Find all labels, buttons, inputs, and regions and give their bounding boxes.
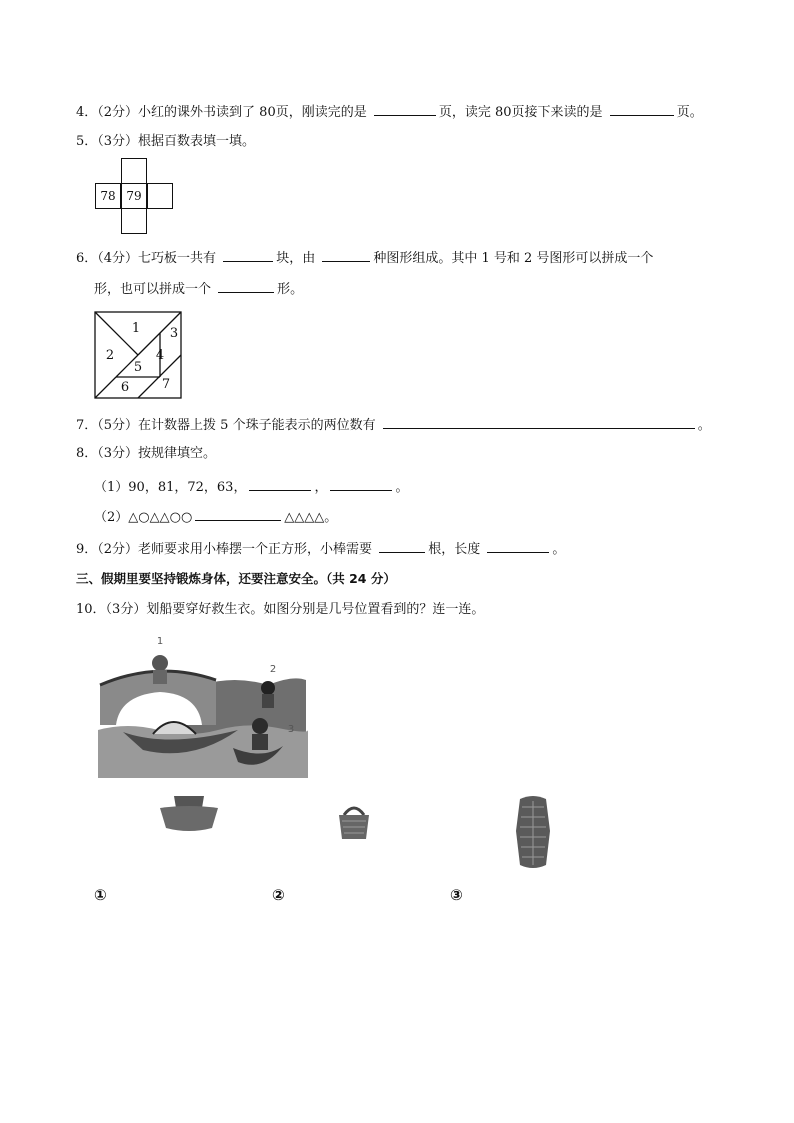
q6-text-b: 块，由 — [276, 251, 316, 266]
q9-suffix: 。 — [552, 542, 566, 557]
person-2-head — [261, 681, 275, 695]
rower-body — [252, 734, 268, 750]
position-marker-1: 1 — [156, 636, 164, 647]
view-front-boat[interactable] — [336, 803, 372, 843]
question-8-part-2 — [94, 506, 337, 528]
tangram-label-1: 1 — [131, 321, 141, 336]
q6-text-e: 形。 — [277, 282, 304, 297]
q8-sub2-suffix: △△△△。 — [284, 510, 338, 525]
person-1-head — [152, 655, 168, 671]
question-7 — [76, 414, 711, 436]
q4-middle: 页，读完 80页接下来读的是 — [438, 105, 603, 120]
view-front-handle — [344, 808, 364, 815]
tangram-label-6: 6 — [120, 380, 130, 395]
q8-sub1-prefix: （1）90，81，72，63， — [94, 480, 247, 495]
question-4 — [76, 101, 703, 123]
choice-label-1[interactable]: ① — [94, 886, 107, 904]
view-top-boat[interactable] — [510, 795, 556, 870]
question-9 — [76, 538, 565, 560]
question-5: 5．（3分）根据百数表填一填。 — [76, 134, 256, 149]
q7-suffix: 。 — [697, 418, 711, 433]
q6-text-c: 种图形组成。其中 1 号和 2 号图形可以拼成一个 — [373, 251, 654, 266]
tangram-label-2: 2 — [105, 348, 115, 363]
question-8-part-1 — [94, 476, 408, 498]
view-side-boat[interactable] — [158, 794, 220, 834]
q4-prefix: 4．（2分）小红的课外书读到了 80页，刚读完的是 — [76, 105, 367, 120]
position-marker-3: 3 — [287, 724, 295, 735]
hundred-cell-bottom[interactable] — [121, 208, 147, 234]
q8-sub1-suffix: 。 — [395, 480, 409, 495]
view-side-hull — [160, 806, 218, 831]
q4-blank-1[interactable] — [374, 101, 436, 116]
rowing-scene-illustration — [98, 630, 308, 778]
question-6-line-2 — [94, 278, 303, 300]
q9-blank-2[interactable] — [487, 538, 549, 553]
q8-blank-3[interactable] — [195, 506, 281, 521]
q7-blank[interactable] — [383, 414, 695, 429]
hundred-cell-78: 78 — [95, 183, 121, 209]
tangram-label-3: 3 — [169, 326, 179, 341]
q4-blank-2[interactable] — [610, 101, 674, 116]
q6-blank-3[interactable] — [218, 278, 274, 293]
q6-text-d: 形，也可以拼成一个 — [94, 282, 212, 297]
q8-sub2-prefix: （2）△○△△○○ — [94, 510, 193, 525]
question-6-line-1 — [76, 247, 653, 269]
q6-blank-2[interactable] — [322, 247, 370, 262]
tangram-label-7: 7 — [161, 377, 171, 392]
person-1-body — [153, 670, 167, 684]
section-3-heading: 三、假期里要坚持锻炼身体，还要注意安全。（共 24 分） — [76, 571, 396, 586]
q6-blank-1[interactable] — [223, 247, 273, 262]
q6-text-a: 6．（4分）七巧板一共有 — [76, 251, 217, 266]
q9-blank-1[interactable] — [379, 538, 425, 553]
q8-blank-1[interactable] — [249, 476, 311, 491]
hundred-cell-top[interactable] — [121, 158, 147, 184]
q9-prefix: 9．（2分）老师要求用小棒摆一个正方形，小棒需要 — [76, 542, 373, 557]
person-2-body — [262, 694, 274, 708]
q9-middle: 根，长度 — [428, 542, 481, 557]
q8-sub1-comma: ， — [314, 480, 328, 495]
position-marker-2: 2 — [269, 664, 277, 675]
tangram-label-4: 4 — [155, 348, 165, 363]
q7-prefix: 7．（5分）在计数器上拨 5 个珠子能表示的两位数有 — [76, 418, 376, 433]
question-10: 10．（3分）划船要穿好救生衣。如图分别是几号位置看到的？连一连。 — [76, 602, 485, 617]
choice-label-2[interactable]: ② — [272, 886, 285, 904]
hundred-cell-right[interactable] — [147, 183, 173, 209]
hundred-cell-79: 79 — [121, 183, 147, 209]
question-8: 8．（3分）按规律填空。 — [76, 446, 217, 461]
choice-label-3[interactable]: ③ — [450, 886, 463, 904]
tangram-figure — [94, 311, 183, 400]
q4-suffix: 页。 — [676, 105, 703, 120]
tangram-label-5: 5 — [133, 360, 143, 375]
q8-blank-2[interactable] — [330, 476, 392, 491]
tangram-diagonal-d — [95, 377, 116, 398]
rower-head — [252, 718, 268, 734]
